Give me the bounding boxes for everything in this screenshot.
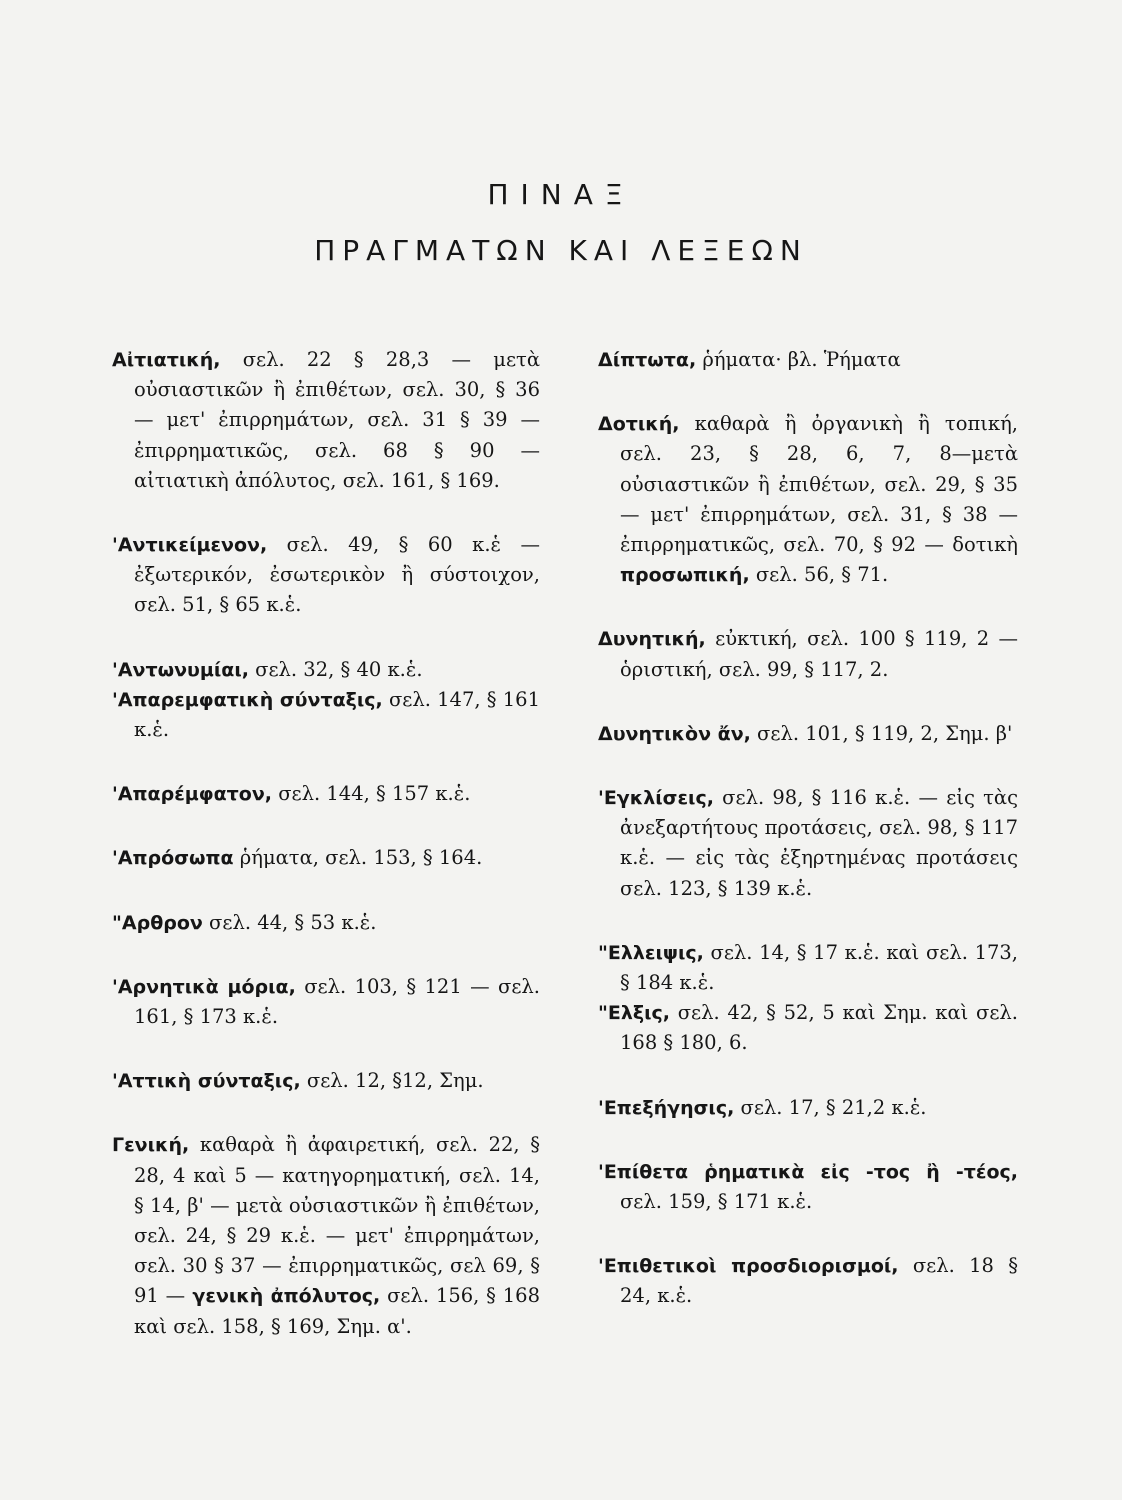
entry-head: Γενική, xyxy=(112,1134,190,1157)
entry-head: 'Αρνητικὰ μόρια, xyxy=(112,975,296,998)
entry-text: καθαρὰ ἢ ἀφαιρετική, σελ. 22, § 28, 4 καὶ 5 — κατηγορηματική, σελ. 14, § 14, β' — μετὰ οὐσιαστικῶν ἢ ἐπιθέτων, σελ. 24, § 29 κ.ἑ. — μετ' ἐπιρρημάτων, σελ. 30 § 37 — ἐπιρρηματικῶς, σελ 69, § 91 — xyxy=(134,1133,540,1308)
index-entry xyxy=(598,998,1018,1058)
index-entry xyxy=(598,1251,1018,1311)
entry-text: σελ. 32, § 40 κ.ἑ. xyxy=(248,657,423,681)
entry-text: καθαρὰ ἢ ὀργανικὴ ἢ τοπική, σελ. 23, § 28, 6, 7, 8—μετὰ οὐσιαστικῶν ἢ ἐπιθέτων, σελ. 29, § 35 — μετ' ἐπιρρημάτων, σελ. 31, § 38 — ἐπιρρηματικῶς, σελ. 70, § 92 — δοτικὴ xyxy=(620,412,1018,557)
entry-head: Δυνητική, xyxy=(598,628,706,651)
entry-bold-term: προσωπική, xyxy=(620,564,750,587)
index-subtitle: ΠΡΑΓΜΑΤΩΝ ΚΑΙ ΛΕΞΕΩΝ xyxy=(314,234,808,267)
entry-text: σελ. 103, § 121 — σελ. 161, § 173 κ.ἑ. xyxy=(134,974,540,1029)
right-column xyxy=(598,345,1018,1312)
entry-head: 'Απαρεμφατικὴ σύνταξις, xyxy=(112,688,383,711)
entry-text: σελ. 12, §12, Σημ. xyxy=(300,1069,484,1093)
index-entry xyxy=(598,624,1018,684)
entry-head: "Ελξις, xyxy=(598,1002,671,1025)
entry-head: 'Επεξήγησις, xyxy=(598,1096,735,1119)
entry-head: 'Επίθετα ῥηματικὰ εἰς -τος ἢ -τέος, xyxy=(598,1160,1018,1183)
entry-head: 'Απρόσωπα xyxy=(112,847,234,870)
entry-head: 'Εγκλίσεις, xyxy=(598,787,714,810)
index-title: ΠΙΝΑΞ xyxy=(487,178,635,211)
entry-text: σελ. 44, § 53 κ.ἑ. xyxy=(202,910,377,934)
index-entry xyxy=(598,345,1018,375)
entry-text: σελ. 159, § 171 κ.ἑ. xyxy=(620,1190,813,1214)
entry-text: σελ. 49, § 60 κ.ἑ — ἐξωτερικόν, ἐσωτερικὸν ἢ σύστοιχον, σελ. 51, § 65 κ.ἑ. xyxy=(134,533,540,617)
index-entry xyxy=(112,685,540,745)
entry-head: "Ελλειψις, xyxy=(598,941,704,964)
entry-head: 'Απαρέμφατον, xyxy=(112,783,273,806)
entry-text: σελ. 156, § 168 καὶ σελ. 158, § 169, Σημ. α'. xyxy=(134,1284,541,1338)
index-entry xyxy=(112,843,540,873)
entry-bold-term: γενικὴ ἀπόλυτος, xyxy=(185,1285,381,1308)
entry-text: σελ. 14, § 17 κ.ἑ. καὶ σελ. 173, § 184 κ.ἑ. xyxy=(620,940,1018,995)
entry-text: σελ. 22 § 28,3 — μετὰ οὐσιαστικῶν ἢ ἐπιθέτων, σελ. 30, § 36 — μετ' ἐπιρρημάτων, σελ. 31 § 39 — ἐπιρρηματικῶς, σελ. 68 § 90 — αἰτιατικὴ ἀπόλυτος, σελ. 161, § 169. xyxy=(134,348,540,492)
entry-head: "Αρθρον xyxy=(112,911,203,934)
index-entry xyxy=(598,719,1018,749)
entry-text: σελ. 144, § 157 κ.ἑ. xyxy=(272,782,471,806)
entry-text: σελ. 18 § 24, κ.ἑ. xyxy=(620,1254,1019,1308)
index-entry xyxy=(112,972,540,1032)
entry-text: σελ. 56, § 71. xyxy=(749,563,889,587)
entry-head: Δοτική, xyxy=(598,413,680,436)
index-entry xyxy=(598,1157,1018,1217)
entry-head: Αἰτιατική, xyxy=(112,349,221,371)
entry-head: 'Αντικείμενον, xyxy=(112,534,268,557)
index-entry xyxy=(112,1066,540,1096)
index-entry xyxy=(598,938,1018,998)
index-entry xyxy=(598,1093,1018,1123)
entry-text: σελ. 42, § 52, 5 καὶ Σημ. καὶ σελ. 168 § 180, 6. xyxy=(620,1001,1018,1055)
entry-text: σελ. 17, § 21,2 κ.ἑ. xyxy=(734,1095,927,1119)
index-entry xyxy=(112,908,540,938)
index-entry xyxy=(598,783,1018,904)
index-entry xyxy=(112,530,540,621)
entry-text: εὐκτική, σελ. 100 § 119, 2 — ὁριστική, σελ. 99, § 117, 2. xyxy=(620,627,1018,681)
entry-head: 'Αντωνυμίαι, xyxy=(112,658,249,681)
left-column xyxy=(112,345,540,1342)
entry-head: 'Αττικὴ σύνταξις, xyxy=(112,1070,301,1093)
entry-head: 'Επιθετικοὶ προσδιορισμοί, xyxy=(598,1255,899,1278)
entry-text: ῥήματα, σελ. 153, § 164. xyxy=(233,846,483,870)
entry-head: Δυνητικὸν ἄν, xyxy=(598,722,751,745)
entry-text: σελ. 101, § 119, 2, Σημ. β' xyxy=(750,721,1013,745)
index-entry xyxy=(112,655,540,685)
entry-text: σελ. 147, § 161 κ.ἑ. xyxy=(134,687,540,742)
index-entry xyxy=(112,1130,540,1341)
index-entry xyxy=(598,409,1018,590)
entry-text: σελ. 98, § 116 κ.ἑ. — εἰς τὰς ἀνεξαρτήτους προτάσεις, σελ. 98, § 117 κ.ἑ. — εἰς τὰς ἐξηρτημένας προτάσεις σελ. 123, § 139 κ.ἑ. xyxy=(620,786,1018,900)
index-entry xyxy=(112,345,540,496)
entry-head: Δίπτωτα, xyxy=(598,349,697,371)
index-entry xyxy=(112,779,540,809)
entry-text: ῥήματα· βλ. Ῥήματα xyxy=(696,348,901,371)
